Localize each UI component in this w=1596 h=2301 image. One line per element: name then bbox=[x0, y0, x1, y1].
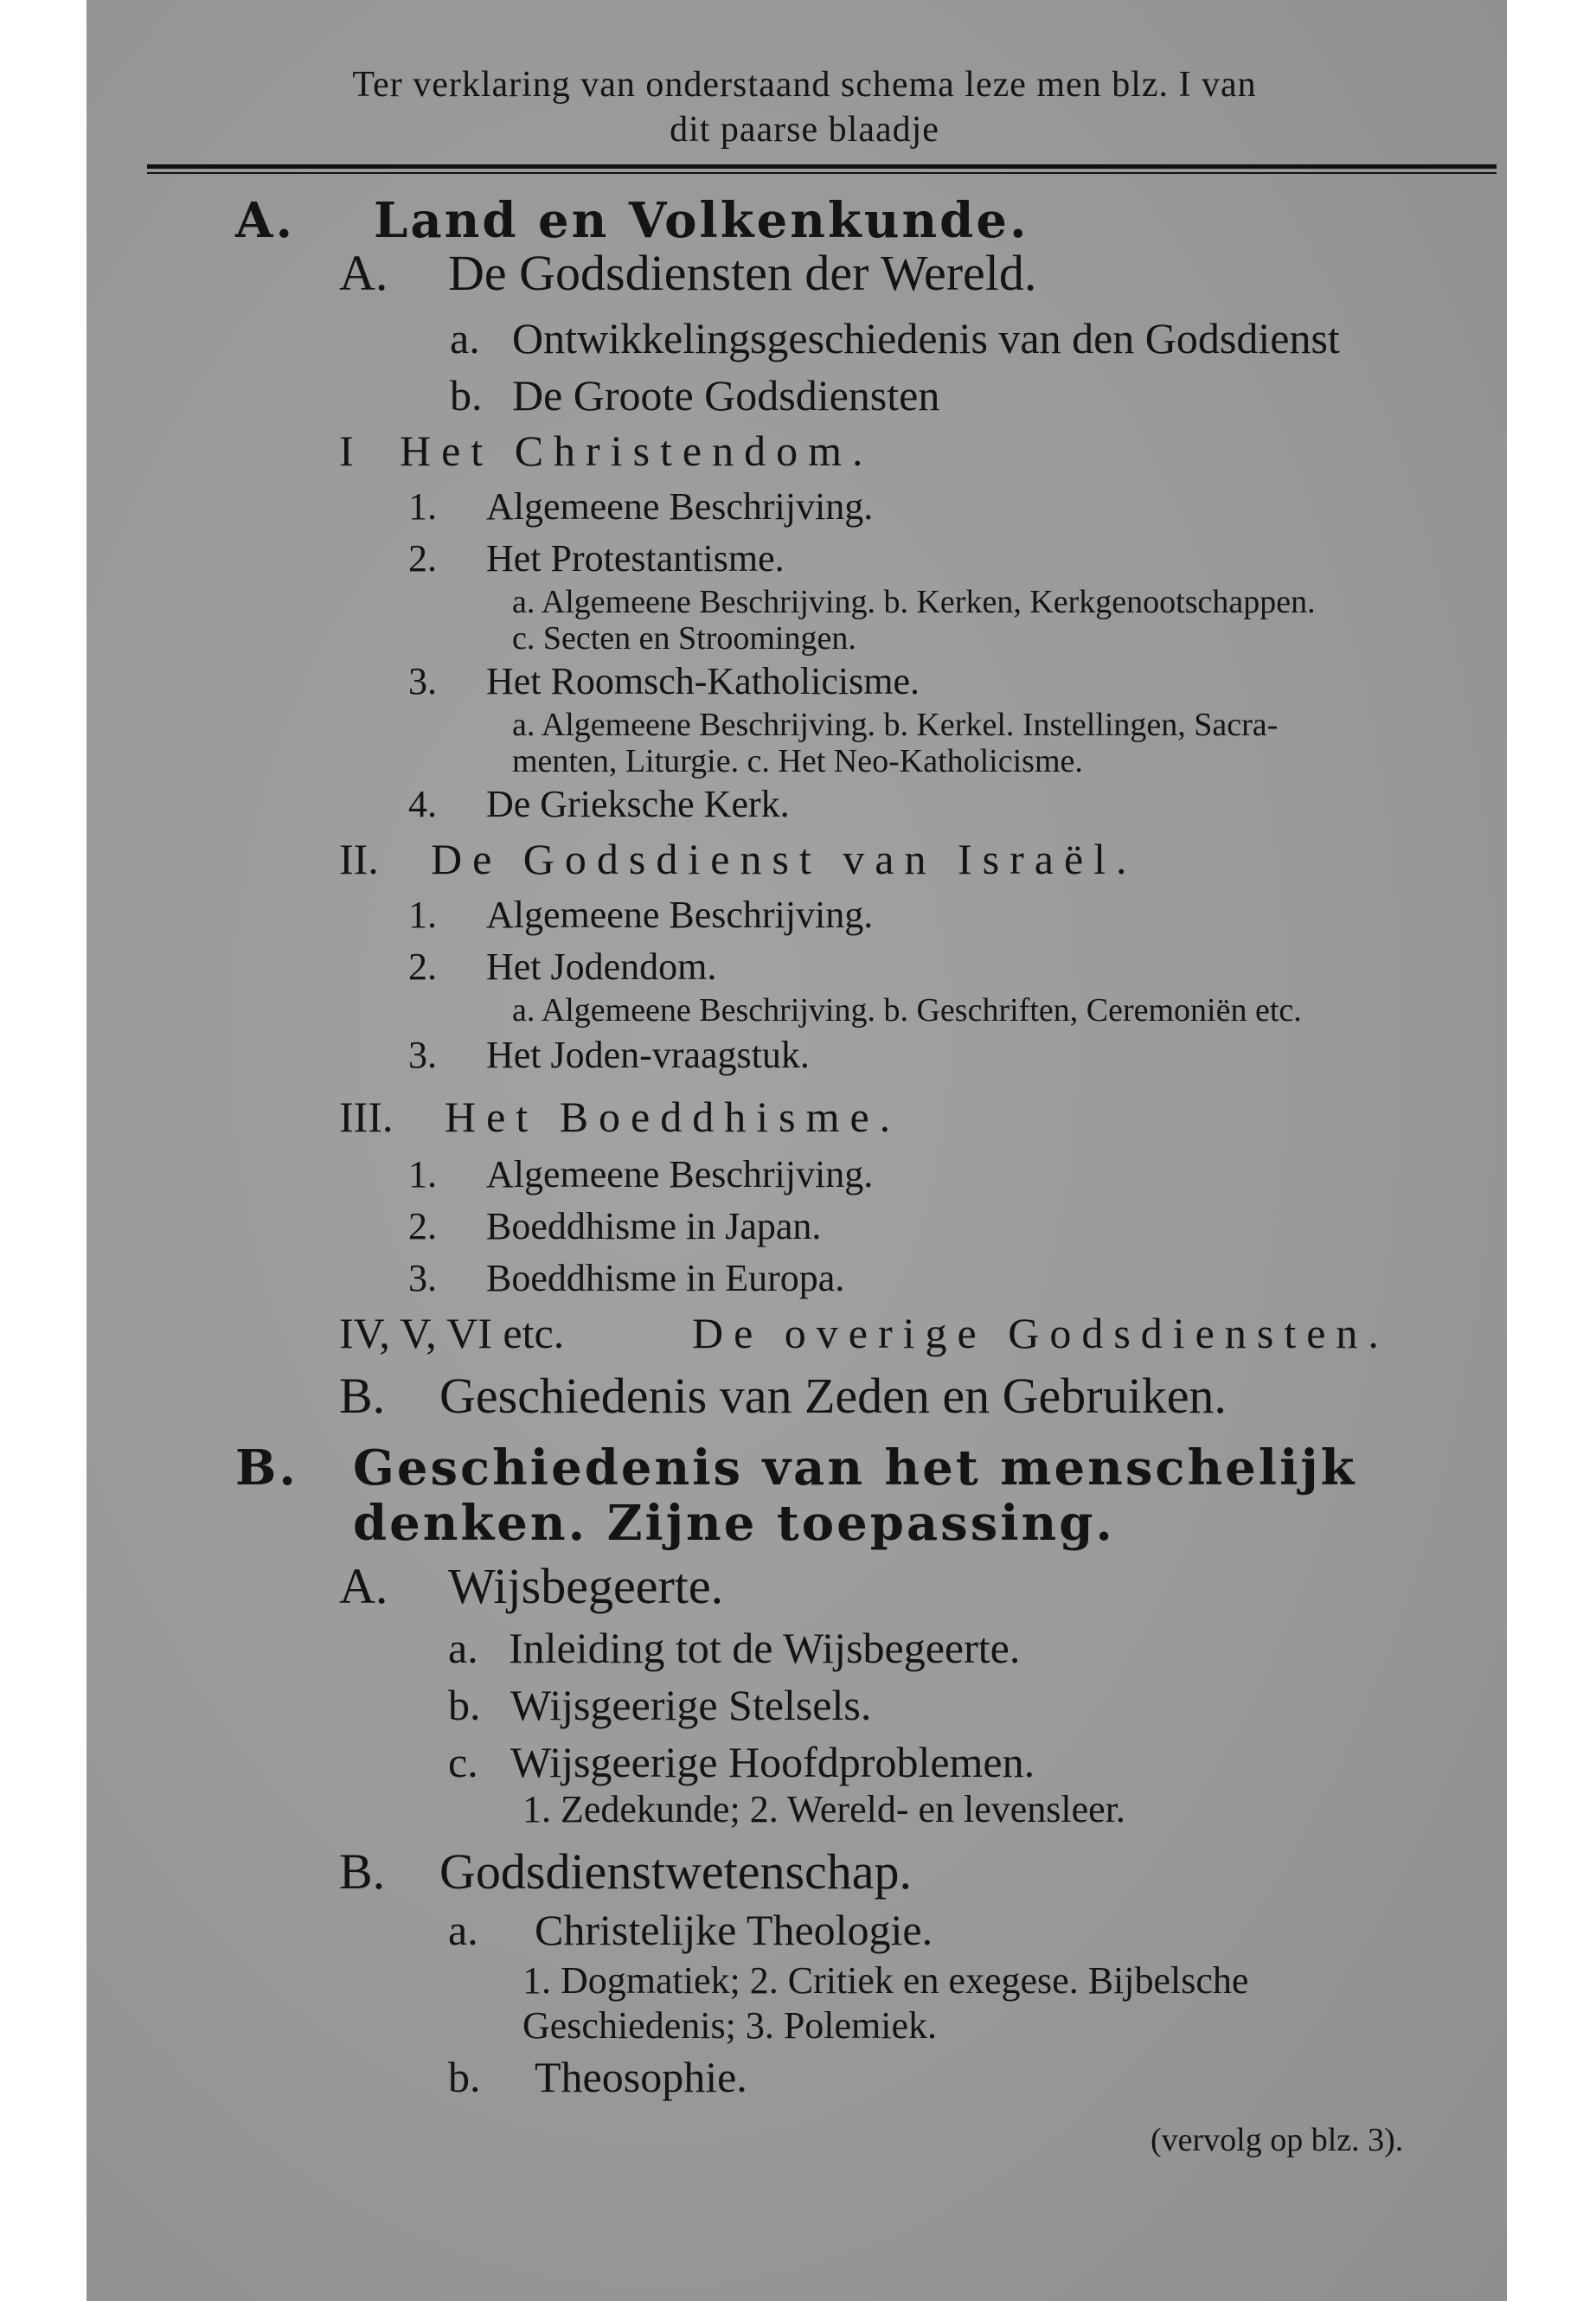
item-number: 4. bbox=[408, 783, 437, 825]
item-detail: c. Secten en Stroomingen. bbox=[512, 620, 856, 657]
subsection-letter: A. bbox=[339, 1558, 388, 1614]
item-letter: b. bbox=[450, 371, 483, 420]
section-title-line1: Geschiedenis van het menschelijk bbox=[353, 1439, 1357, 1497]
item-detail: a. Algemeene Beschrijving. b. Kerkel. Instellingen, Sacra- bbox=[512, 707, 1279, 743]
item-text: Ontwikkelingsgeschiedenis van den Godsdienst bbox=[512, 314, 1340, 362]
continuation-note: (vervolg op blz. 3). bbox=[1151, 2122, 1404, 2158]
section-letter: A. bbox=[235, 192, 295, 249]
item-letter: a. bbox=[448, 1624, 478, 1672]
item-number: 2. bbox=[408, 537, 437, 580]
item-letter: b. bbox=[448, 1681, 481, 1729]
item-text: Boeddhisme in Europa. bbox=[486, 1257, 845, 1299]
item-detail: 1. Dogmatiek; 2. Critiek en exegese. Bijbelsche bbox=[522, 1959, 1249, 2002]
header-rule-thick bbox=[147, 164, 1497, 169]
header-note-line2: dit paarse blaadje bbox=[670, 110, 939, 150]
part-numeral: IV, V, VI etc. bbox=[339, 1309, 565, 1357]
item-text: Wijsgeerige Hoofdproblemen. bbox=[510, 1738, 1035, 1786]
section-title: Land en Volkenkunde. bbox=[374, 192, 1029, 249]
item-text: De Groote Godsdiensten bbox=[512, 371, 940, 420]
item-text: Boeddhisme in Japan. bbox=[486, 1205, 822, 1247]
part-title: De Godsdienst van Israël. bbox=[431, 835, 1138, 883]
section-letter: B. bbox=[235, 1439, 298, 1497]
item-text: Het Jodendom. bbox=[486, 945, 717, 988]
part-title: De overige Godsdiensten. bbox=[692, 1309, 1389, 1357]
subsection-title: Wijsbegeerte. bbox=[448, 1558, 724, 1614]
item-text: Algemeene Beschrijving. bbox=[486, 894, 874, 936]
item-text: Inleiding tot de Wijsbegeerte. bbox=[509, 1624, 1021, 1672]
item-detail: Geschiedenis; 3. Polemiek. bbox=[522, 2004, 938, 2047]
item-number: 2. bbox=[408, 1205, 437, 1247]
item-number: 1. bbox=[408, 485, 437, 528]
subsection-title: De Godsdiensten der Wereld. bbox=[448, 245, 1037, 301]
subsection-letter: B. bbox=[339, 1368, 386, 1424]
part-numeral: III. bbox=[339, 1093, 394, 1141]
part-numeral: II. bbox=[339, 835, 379, 883]
item-number: 3. bbox=[408, 660, 437, 702]
item-text: Wijsgeerige Stelsels. bbox=[510, 1681, 872, 1729]
item-text: Algemeene Beschrijving. bbox=[486, 485, 874, 528]
item-number: 3. bbox=[408, 1034, 437, 1076]
header-rule-thin bbox=[147, 172, 1497, 174]
part-title: Het Boeddhisme. bbox=[445, 1093, 901, 1141]
header-note-line1: Ter verklaring van onderstaand schema leze men blz. I van bbox=[352, 65, 1257, 105]
item-text: Het Protestantisme. bbox=[486, 537, 785, 580]
item-number: 1. bbox=[408, 894, 437, 936]
subsection-letter: A. bbox=[339, 245, 388, 301]
part-title: Het Christendom. bbox=[400, 426, 874, 475]
part-numeral: I bbox=[339, 426, 364, 475]
item-detail: a. Algemeene Beschrijving. b. Geschriften, Ceremoniën etc. bbox=[512, 992, 1302, 1029]
item-letter: c. bbox=[448, 1738, 478, 1786]
header-note bbox=[130, 62, 1479, 152]
item-text: De Grieksche Kerk. bbox=[486, 783, 790, 825]
item-letter: a. bbox=[450, 314, 480, 362]
item-detail: 1. Zedekunde; 2. Wereld- en levensleer. bbox=[522, 1788, 1125, 1830]
item-detail: a. Algemeene Beschrijving. b. Kerken, Kerkgenootschappen. bbox=[512, 584, 1316, 620]
section-title-line2: denken. Zijne toepassing. bbox=[353, 1495, 1115, 1552]
item-letter: a. bbox=[448, 1906, 478, 1954]
item-text: Het Joden-vraagstuk. bbox=[486, 1034, 810, 1076]
item-text: Theosophie. bbox=[535, 2053, 747, 2101]
item-text: Het Roomsch-Katholicisme. bbox=[486, 660, 920, 702]
item-detail: menten, Liturgie. c. Het Neo-Katholicisme. bbox=[512, 743, 1083, 779]
item-number: 3. bbox=[408, 1257, 437, 1299]
item-number: 1. bbox=[408, 1153, 437, 1195]
subsection-title: Geschiedenis van Zeden en Gebruiken. bbox=[439, 1368, 1227, 1424]
item-letter: b. bbox=[448, 2053, 481, 2101]
subsection-title: Godsdienstwetenschap. bbox=[439, 1843, 913, 1900]
subsection-letter: B. bbox=[339, 1843, 386, 1900]
item-text: Algemeene Beschrijving. bbox=[486, 1153, 874, 1195]
item-text: Christelijke Theologie. bbox=[535, 1906, 933, 1954]
item-number: 2. bbox=[408, 945, 437, 988]
